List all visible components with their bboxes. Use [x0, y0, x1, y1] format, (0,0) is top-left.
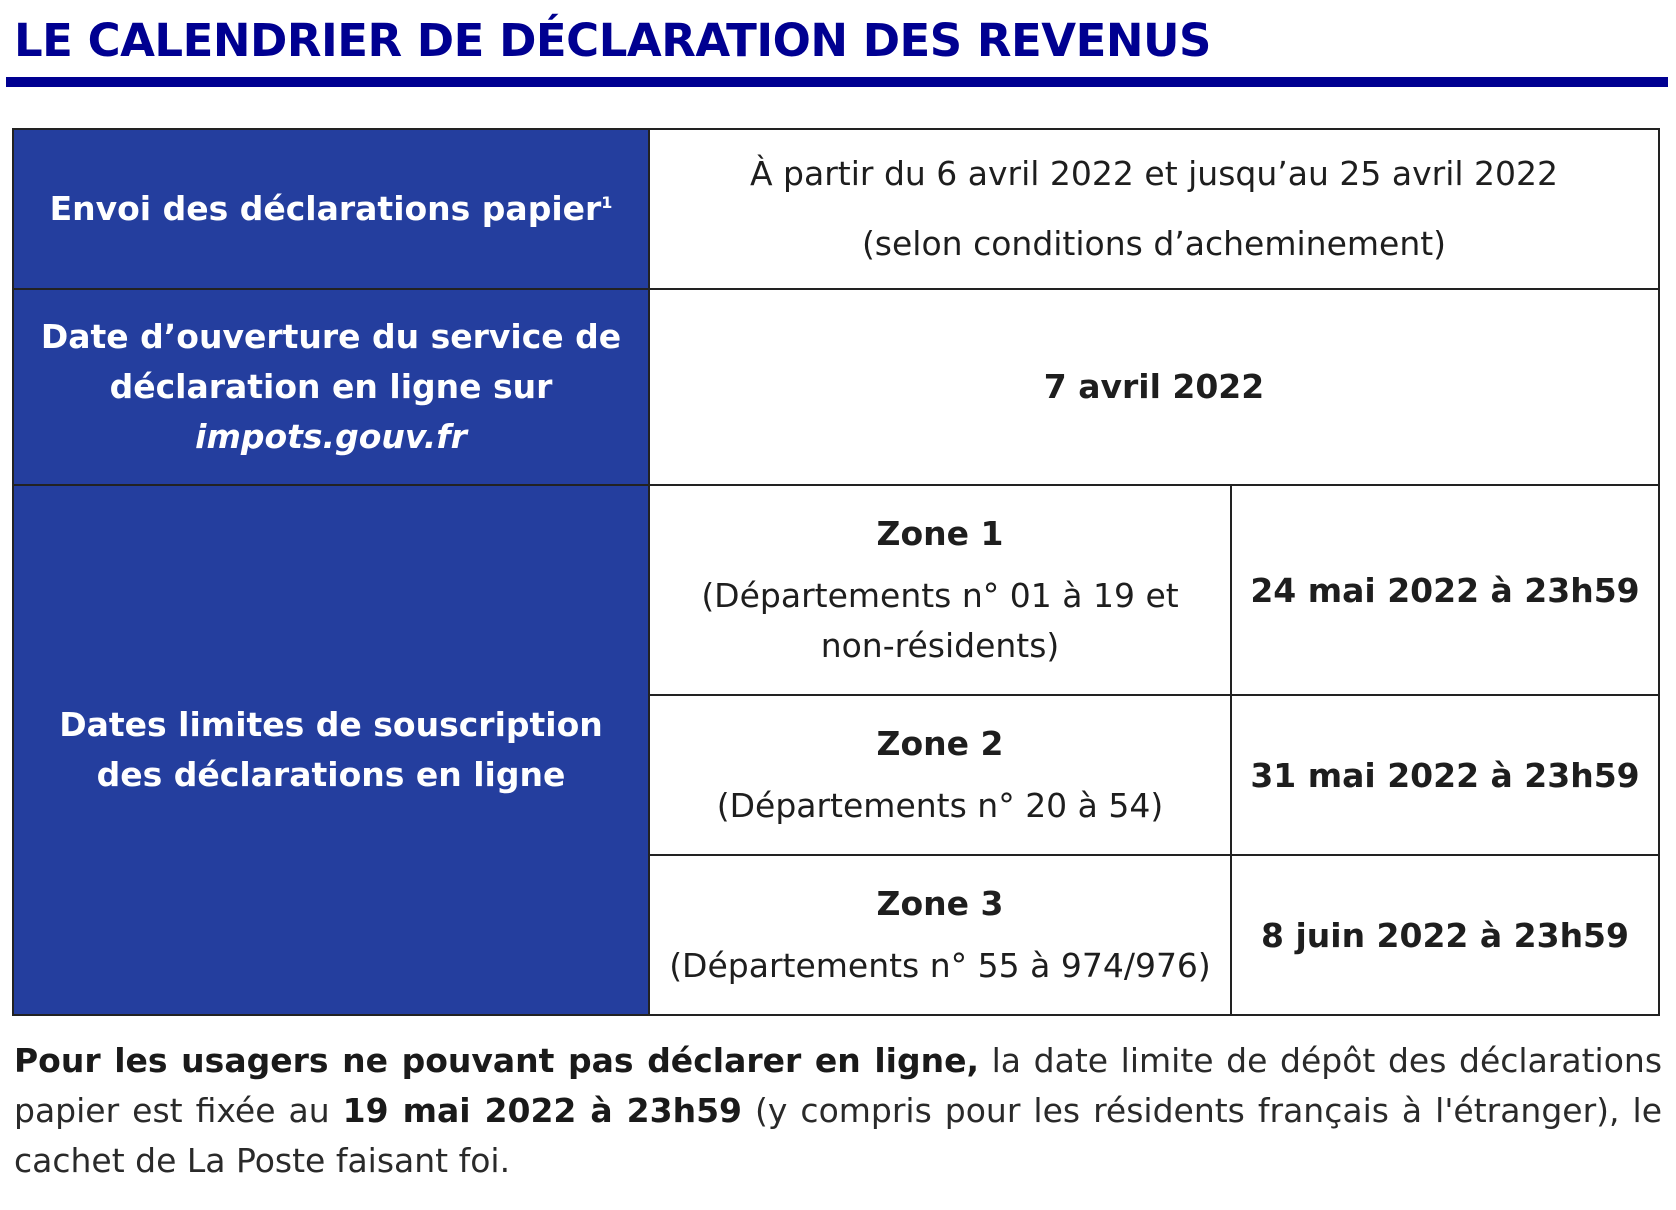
zone-1-name: Zone 1: [876, 514, 1004, 553]
paper-declarations-label-cell: [13, 129, 649, 289]
zone-1-description: (Départements n° 01 à 19 et non-résidents): [701, 576, 1179, 665]
footer-note: [14, 1036, 1662, 1186]
row-online-opening: [13, 289, 1659, 485]
paper-period-text: À partir du 6 avril 2022 et jusqu’au 25 avril 2022: [749, 154, 1559, 193]
zone-2-description: (Départements n° 20 à 54): [716, 786, 1164, 825]
zone-2-cell: [649, 695, 1231, 855]
zone-2-deadline: 31 mai 2022 à 23h59: [1231, 695, 1659, 855]
footer-bold-date: 19 mai 2022 à 23h59: [342, 1091, 743, 1130]
paper-period-note: (selon conditions d’acheminement): [861, 224, 1447, 263]
zone-1-deadline: 24 mai 2022 à 23h59: [1231, 485, 1659, 695]
paper-declarations-label: Envoi des déclarations papier: [49, 189, 602, 228]
zone-3-description: (Départements n° 55 à 974/976): [669, 946, 1211, 985]
online-opening-site: impots.gouv.fr: [195, 417, 467, 456]
paper-declarations-value-cell: [649, 129, 1659, 289]
online-opening-date: 7 avril 2022: [649, 289, 1659, 485]
online-opening-label-cell: [13, 289, 649, 485]
calendar-table: [12, 128, 1660, 1016]
zone-2-name: Zone 2: [876, 724, 1004, 763]
row-zone-1: [13, 485, 1659, 695]
zone-3-cell: [649, 855, 1231, 1015]
zone-1-cell: [649, 485, 1231, 695]
footer-text-2: (y compris pour les résidents français à l'étranger), le cachet de La Poste faisant foi.: [14, 1091, 1663, 1180]
zone-3-name: Zone 3: [876, 884, 1004, 923]
online-deadlines-label: Dates limites de souscription des déclarations en ligne: [13, 485, 649, 1015]
footer-text-1: la date limite de dépôt des déclarations papier est fixée au: [14, 1041, 1663, 1130]
title-underline-divider: [6, 77, 1668, 87]
page-title: LE CALENDRIER DE DÉCLARATION DES REVENUS: [14, 14, 1211, 67]
row-paper-declarations: [13, 129, 1659, 289]
online-opening-label-line1: Date d’ouverture du service de: [40, 317, 622, 356]
footer-bold-intro: Pour les usagers ne pouvant pas déclarer en ligne,: [14, 1041, 980, 1080]
online-opening-label-line2: déclaration en ligne sur: [109, 367, 553, 406]
zone-3-deadline: 8 juin 2022 à 23h59: [1231, 855, 1659, 1015]
footnote-mark: 1: [601, 193, 613, 212]
